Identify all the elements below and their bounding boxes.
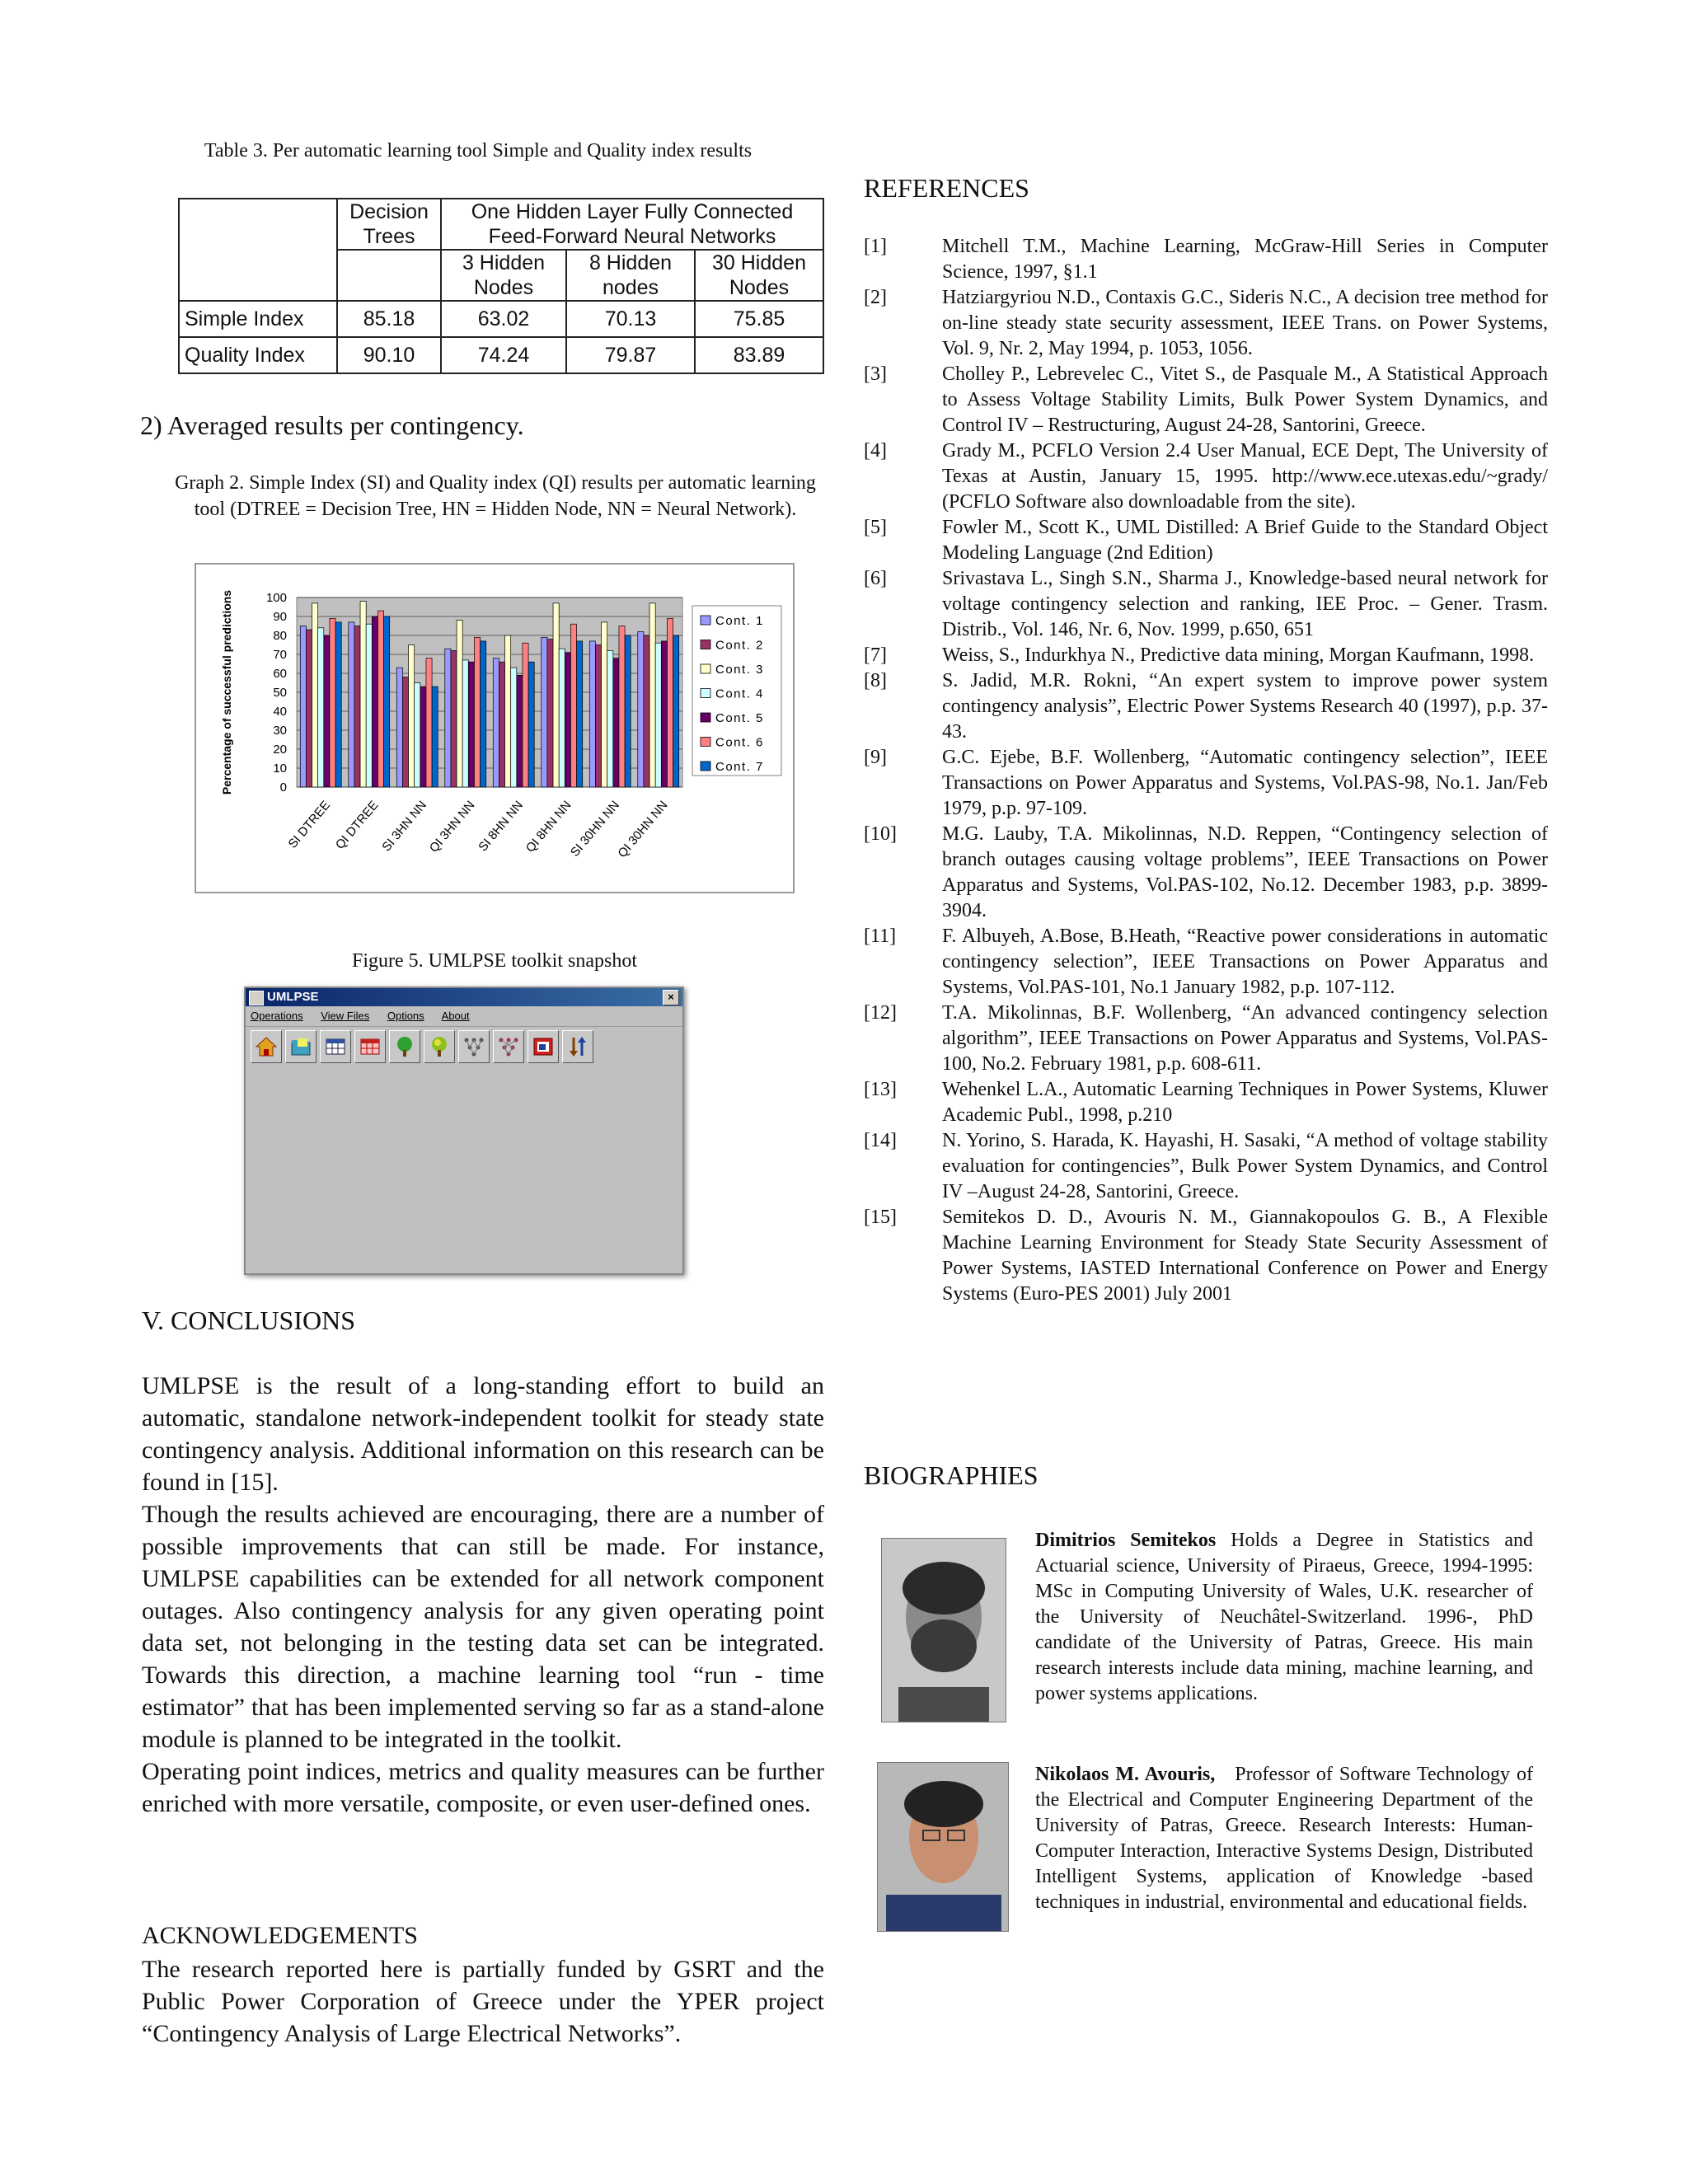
bar — [445, 649, 451, 787]
legend-label: Cont. 1 — [715, 614, 764, 628]
window-title: UMLPSE — [267, 990, 319, 1004]
reference-number: [2] — [864, 287, 887, 308]
bar — [565, 653, 570, 787]
legend-swatch — [701, 762, 710, 771]
bar — [649, 603, 655, 787]
bar — [426, 658, 432, 787]
bar — [318, 628, 324, 787]
table-cell: 79.87 — [566, 337, 695, 373]
y-tick-label: 100 — [265, 591, 287, 605]
reference-number: [1] — [864, 236, 887, 257]
x-tick-label: SI 30HN NN — [567, 798, 623, 860]
bar — [644, 635, 649, 787]
table-corner-cell — [179, 199, 337, 301]
legend-label: Cont. 6 — [715, 735, 764, 750]
bar — [523, 643, 528, 787]
x-tick-label: SI DTREE — [285, 798, 334, 851]
figure5-caption: Figure 5. UMLPSE toolkit snapshot — [351, 950, 638, 972]
bar — [451, 650, 457, 787]
x-tick-label: SI 3HN NN — [379, 798, 430, 855]
table-row — [179, 301, 823, 337]
reference-item — [864, 745, 1548, 822]
y-axis-label: Percentage of successful predictions — [220, 589, 233, 795]
bar — [474, 637, 480, 787]
bar — [415, 683, 420, 788]
bar — [366, 624, 372, 787]
bar — [517, 675, 523, 787]
bar — [335, 622, 341, 787]
legend-label: Cont. 2 — [715, 638, 764, 653]
x-tick-label: QI 8HN NN — [523, 798, 574, 855]
menu-about[interactable]: About — [441, 1010, 470, 1022]
conclusions-body — [142, 1370, 824, 1820]
bar — [349, 622, 354, 787]
references-heading: REFERENCES — [864, 173, 1029, 203]
graph2-caption: Graph 2. Simple Index (SI) and Quality index (QI) results per automatic learning tool (DTREE = Decision Tree, HN = Hidden Node, NN = Neural Network). — [175, 472, 816, 520]
tree-icon[interactable] — [389, 1030, 420, 1063]
legend-swatch — [701, 640, 710, 649]
reference-item — [864, 643, 1548, 668]
bar — [577, 641, 583, 787]
reference-item — [864, 1001, 1548, 1077]
biographies-heading: BIOGRAPHIES — [864, 1460, 1039, 1490]
bar — [553, 603, 559, 787]
y-tick-label: 10 — [273, 762, 287, 776]
graph2-chart — [195, 563, 795, 893]
reference-number: [3] — [864, 363, 887, 385]
bar — [673, 635, 679, 787]
table-cell: 70.13 — [566, 301, 695, 337]
bar — [312, 603, 318, 787]
menu-operations[interactable]: Operations — [251, 1010, 303, 1022]
header-8hn: 8 Hidden nodes — [566, 250, 695, 301]
y-tick-label: 60 — [273, 667, 287, 681]
bar — [330, 618, 335, 787]
header-30hn: 30 Hidden Nodes — [695, 250, 823, 301]
bar — [354, 626, 360, 788]
reference-text: T.A. Mikolinnas, B.F. Wollenberg, “An advanced contingency selection algorithm”, IEEE Transactions on Power Apparatus and Systems, Vol.PAS-100, No.2. February 1981, p.p. 608-611. — [942, 1002, 1548, 1075]
row-label: Quality Index — [179, 337, 337, 373]
bar — [667, 618, 673, 787]
reference-item — [864, 668, 1548, 745]
bio-avouris — [1035, 1762, 1533, 1915]
bar — [324, 635, 330, 787]
photo-semitekos — [881, 1538, 1006, 1722]
bar — [396, 668, 402, 787]
table-row — [179, 337, 823, 373]
bar — [547, 640, 553, 787]
bar — [511, 668, 517, 787]
reference-item — [864, 1077, 1548, 1128]
reference-item — [864, 1128, 1548, 1205]
bar — [589, 641, 595, 787]
bar — [595, 645, 601, 788]
bio-name: Dimitrios Semitekos — [1035, 1530, 1217, 1551]
reference-item — [864, 566, 1548, 643]
bar — [505, 635, 511, 787]
table-icon[interactable] — [320, 1030, 351, 1063]
bar — [607, 650, 613, 787]
reference-item — [864, 362, 1548, 438]
reference-item — [864, 1205, 1548, 1307]
legend-swatch — [701, 738, 710, 747]
y-tick-label: 50 — [273, 686, 287, 700]
legend-label: Cont. 4 — [715, 687, 764, 701]
y-tick-label: 40 — [273, 705, 287, 719]
reference-item — [864, 234, 1548, 285]
reference-text: Wehenkel L.A., Automatic Learning Techniques in Power Systems, Kluwer Academic Publ., 1998, p.210 — [942, 1079, 1548, 1126]
grid-icon[interactable] — [354, 1030, 386, 1063]
conclusions-paragraph-1: UMLPSE is the result of a long-standing effort to build an automatic, standalone network-independent toolkit for steady state contingency analysis. Additional information on this research can be found in [15]. — [142, 1372, 824, 1496]
bar — [528, 662, 534, 787]
bio-text: Professor of Software Technology of the Electrical and Computer Engineering Department of the University of Patras, Greece. Research Interests: Human-Computer Interaction, Interactive Systems Design, Distributed Intelligent Systems, application of Knowledge -based techniques in industrial, environmental and educational fields. — [1035, 1764, 1533, 1913]
averaged-results-heading: 2) Averaged results per contingency. — [140, 410, 524, 440]
bar — [468, 662, 474, 787]
chart-icon[interactable] — [528, 1030, 559, 1063]
reference-item — [864, 822, 1548, 924]
bar — [300, 626, 306, 788]
umlpse-window — [244, 987, 684, 1275]
bar — [377, 611, 383, 787]
reference-number: [10] — [864, 823, 897, 845]
legend-swatch — [701, 664, 710, 673]
reference-text: Fowler M., Scott K., UML Distilled: A Brief Guide to the Standard Object Modeling Language (2nd Edition) — [942, 517, 1548, 564]
bar — [655, 643, 661, 787]
bio-semitekos — [1035, 1528, 1533, 1707]
conclusions-paragraph-3: Operating point indices, metrics and quality measures can be further enriched with more versatile, composite, or even user-defined ones. — [142, 1758, 824, 1817]
bio-text: Holds a Degree in Statistics and Actuarial science, University of Piraeus, Greece, 1994-1995: MSc in Computing University of Wales, U.K. researcher of the University of Neuchâtel-Switzerland. 1996-, PhD candidate of the University of Patras, Greece. His main research interests include data mining, machine learning, and power systems applications. — [1035, 1530, 1534, 1704]
bar — [420, 687, 426, 787]
bar — [638, 631, 644, 787]
reference-number: [5] — [864, 517, 887, 538]
table-cell: 75.85 — [695, 301, 823, 337]
y-tick-label: 90 — [273, 610, 287, 624]
reference-text: Semitekos D. D., Avouris N. M., Giannakopoulos G. B., A Flexible Machine Learning Environment for Steady State Security Assessment of Power Systems, IASTED International Conference on Power and Energy Systems (Euro-PES 2001) July 2001 — [942, 1207, 1548, 1305]
conclusions-paragraph-2: Though the results achieved are encouraging, there are a number of possible improvements that can still be made. For instance, UMLPSE capabilities can be extended for all network component outages. Also contingency analysis for any given operating point data set, not belonging in the testing data set can be integrated. Towards this direction, a machine learning tool “run - time estimator” that has been implemented serving so far as a stand-alone module is planned to be integrated in the toolkit. — [142, 1501, 824, 1753]
legend-label: Cont. 7 — [715, 760, 764, 774]
reference-text: S. Jadid, M.R. Rokni, “An expert system to improve power system contingency analysis”, Electric Power Systems Research 40 (1997), p.p. 37-43. — [942, 670, 1548, 743]
table-cell: 90.10 — [337, 337, 441, 373]
reference-text: Grady M., PCFLO Version 2.4 User Manual, ECE Dept, The University of Texas at Austin, January 15, 1995. http://www.ece.utexas.edu/~grady/ (PCFLO Software also downloadable from the site). — [942, 440, 1548, 513]
reference-number: [14] — [864, 1130, 897, 1151]
y-tick-label: 30 — [273, 724, 287, 738]
header-decision-trees: Decision Trees — [337, 199, 441, 250]
bar — [409, 645, 415, 788]
table3-caption: Table 3. Per automatic learning tool Simple and Quality index results — [204, 140, 753, 162]
bar — [542, 637, 547, 787]
reference-number: [9] — [864, 747, 887, 768]
y-tick-label: 80 — [273, 629, 287, 643]
bar — [559, 649, 565, 787]
x-tick-label: QI 30HN NN — [615, 798, 671, 861]
table-cell: 83.89 — [695, 337, 823, 373]
reference-number: [12] — [864, 1002, 897, 1024]
reference-text: Weiss, S., Indurkhya N., Predictive data mining, Morgan Kaufmann, 1998. — [942, 644, 1535, 666]
reference-number: [4] — [864, 440, 887, 462]
reference-item — [864, 438, 1548, 515]
x-tick-label: SI 8HN NN — [476, 798, 527, 855]
reference-text: Hatziargyriou N.D., Contaxis G.C., Sideris N.C., A decision tree method for on-line steady state security assessment, IEEE Trans. on Power Systems, Vol. 9, Nr. 2, May 1994, p. 1053, 1056. — [942, 287, 1548, 359]
header-dtree-empty — [337, 250, 441, 301]
bio-name: Nikolaos M. Avouris, — [1035, 1764, 1216, 1785]
photo-avouris — [877, 1762, 1009, 1932]
reference-item — [864, 924, 1548, 1001]
table-cell: 63.02 — [441, 301, 566, 337]
legend-swatch — [701, 616, 710, 625]
home-icon[interactable] — [251, 1030, 282, 1063]
acknowledgements-text: The research reported here is partially funded by GSRT and the Public Power Corporation of Greece under the YPER project “Contingency Analysis of Large Electrical Networks”. — [142, 1956, 824, 2047]
y-tick-label: 70 — [273, 648, 287, 662]
table-cell: 74.24 — [441, 337, 566, 373]
table-cell: 85.18 — [337, 301, 441, 337]
reference-text: Srivastava L., Singh S.N., Sharma J., Knowledge-based neural network for voltage contingency selection and ranking, IEE Proc. – Gener. Trasm. Distrib., Vol. 146, Nr. 6, Nov. 1999, p.650, 651 — [942, 568, 1548, 640]
conclusions-heading: V. CONCLUSIONS — [142, 1305, 356, 1335]
bar — [462, 660, 468, 787]
bar — [613, 658, 619, 787]
bar — [384, 616, 390, 787]
bar — [457, 621, 462, 787]
menu-options[interactable]: Options — [387, 1010, 424, 1022]
bar — [360, 602, 366, 787]
bar — [372, 616, 377, 787]
portrait-image — [882, 1539, 1006, 1722]
header-3hn: 3 Hidden Nodes — [441, 250, 566, 301]
acknowledgements-heading: ACKNOWLEDGEMENTS — [142, 1922, 418, 1949]
reference-text: N. Yorino, S. Harada, K. Hayashi, H. Sasaki, “A method of voltage stability evaluation for contingencies”, Bulk Power System Dynamics, and Control IV –August 24-28, Santorini, Greece. — [942, 1130, 1548, 1202]
reference-number: [6] — [864, 568, 887, 589]
network-icon[interactable] — [458, 1030, 490, 1063]
bar — [493, 658, 499, 787]
bar — [625, 635, 631, 787]
reference-item — [864, 285, 1548, 362]
reference-number: [8] — [864, 670, 887, 691]
menu-view-files[interactable]: View Files — [321, 1010, 370, 1022]
app-icon — [249, 991, 264, 1005]
reference-item — [864, 515, 1548, 566]
toolbar — [246, 1027, 682, 1070]
legend-swatch — [701, 689, 710, 698]
menu-bar — [246, 1006, 682, 1027]
reference-text: M.G. Lauby, T.A. Mikolinnas, N.D. Reppen, “Contingency selection of branch outages causing voltage problems”, IEEE Transactions on Power Apparatus and Systems, Vol.PAS-102, No.12. December 1983, p.p. 3899-3904. — [942, 823, 1548, 921]
portrait-image — [878, 1763, 1008, 1931]
sort-icon[interactable] — [562, 1030, 593, 1063]
reference-number: [15] — [864, 1207, 897, 1228]
bar — [306, 630, 312, 787]
reference-text: F. Albuyeh, A.Bose, B.Heath, “Reactive power considerations in automatic contingency selection”, IEEE Transactions on Power Apparatus and Systems, Vol.PAS-101, No.1 January 1982, p.p. 107-112. — [942, 926, 1548, 998]
y-tick-label: 20 — [273, 743, 287, 757]
window-titlebar[interactable] — [246, 988, 682, 1006]
reference-text: Mitchell T.M., Machine Learning, McGraw-Hill Series in Computer Science, 1997, §1.1 — [942, 236, 1548, 283]
legend-swatch — [701, 713, 710, 722]
bar — [570, 624, 576, 787]
results-table — [178, 198, 824, 374]
row-label: Simple Index — [179, 301, 337, 337]
tree-yellow-icon[interactable] — [424, 1030, 455, 1063]
x-tick-label: QI DTREE — [332, 798, 382, 852]
x-tick-label: QI 3HN NN — [426, 798, 478, 855]
reference-number: [13] — [864, 1079, 897, 1100]
bar — [481, 641, 486, 787]
bar — [661, 641, 667, 787]
reference-list — [864, 234, 1548, 1307]
legend-label: Cont. 5 — [715, 711, 764, 725]
chart-svg — [196, 565, 793, 892]
bar — [402, 677, 408, 787]
reference-number: [7] — [864, 644, 887, 666]
bar — [432, 687, 438, 787]
reference-text: Cholley P., Lebrevelec C., Vitet S., de Pasquale M., A Statistical Approach to Assess Voltage Stability Limits, Bulk Power System Dynamics, and Control IV – Restructuring, August 24-28, Santorini, Greece. — [942, 363, 1548, 436]
reference-text: G.C. Ejebe, B.F. Wollenberg, “Automatic contingency selection”, IEEE Transactions on Power Apparatus and Systems, Vol.PAS-98, No.1. Jan/Feb 1979, p.p. 97-109. — [942, 747, 1548, 819]
legend-label: Cont. 3 — [715, 663, 764, 677]
header-nn-group: One Hidden Layer Fully Connected Feed-Forward Neural Networks — [441, 199, 823, 250]
bar — [499, 662, 504, 787]
close-button[interactable]: × — [663, 990, 679, 1005]
network-alt-icon[interactable] — [493, 1030, 524, 1063]
bar — [619, 626, 625, 788]
reference-number: [11] — [864, 926, 897, 947]
open-folder-icon[interactable] — [285, 1030, 316, 1063]
bar — [602, 622, 607, 787]
y-tick-label: 0 — [279, 780, 287, 794]
